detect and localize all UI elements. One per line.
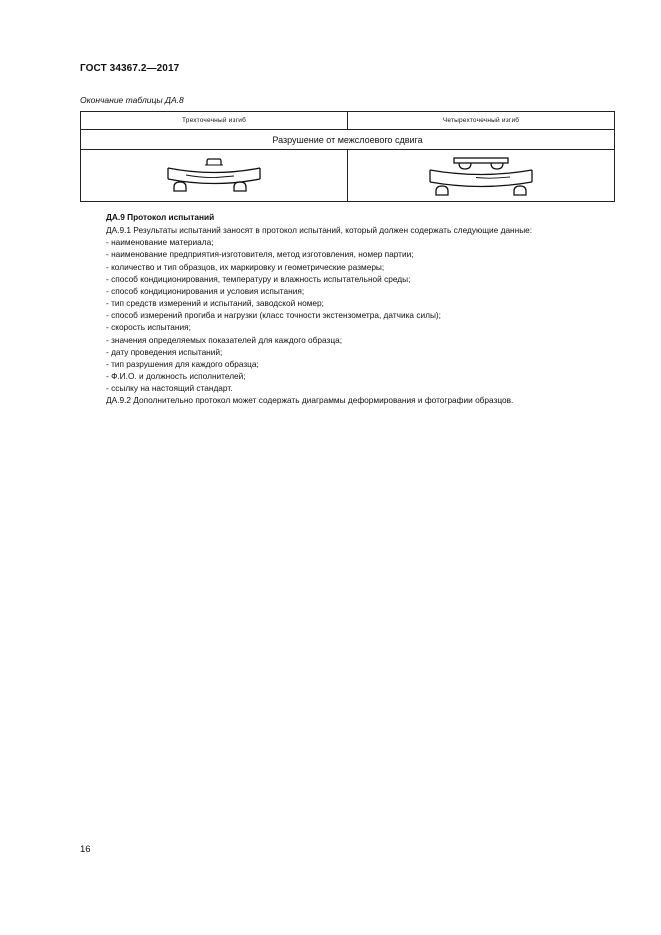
standard-designation: ГОСТ 34367.2—2017 [80,63,180,74]
list-item: - наименование предприятия-изготовителя, метод изготовления, номер партии; [106,249,414,260]
three-point-bend-diagram [164,156,264,196]
list-item: - количество и тип образцов, их маркировку и геометрические размеры; [106,261,385,272]
list-item: - способ кондиционирования и условия испытания; [106,285,305,296]
list-item: - значения определяемых показателей для каждого образца; [106,334,343,345]
failure-mode-header: Разрушение от межслоевого сдвига [81,130,615,150]
section-closing: ДА.9.2 Дополнительно протокол может содержать диаграммы деформирования и фотографии образцов. [106,395,514,406]
list-item: - тип средств измерений и испытаний, заводской номер; [106,298,324,309]
three-point-figure-cell [81,150,348,202]
list-item: - дату проведения испытаний; [106,346,223,357]
column-header-four-point: Четырехточечный изгиб [348,112,615,130]
four-point-figure-cell [348,150,615,202]
list-item: - наименование материала; [106,237,214,248]
list-item: - ссылку на настоящий стандарт. [106,383,233,394]
failure-modes-table [80,111,615,202]
four-point-bend-diagram [426,155,536,197]
list-item: - Ф.И.О. и должность исполнителей; [106,371,246,382]
column-header-three-point: Трехточечный изгиб [81,112,348,130]
list-item: - тип разрушения для каждого образца; [106,358,259,369]
section-intro: ДА.9.1 Результаты испытаний заносят в протокол испытаний, который должен содержать следующие данные: [106,225,533,236]
list-item: - скорость испытания; [106,322,191,333]
test-report-section [106,211,621,407]
table-caption: Окончание таблицы ДА.8 [80,95,184,105]
list-item: - способ кондиционирования, температуру и влажность испытательной среды; [106,273,411,284]
section-title: ДА.9 Протокол испытаний [106,212,215,222]
page-number: 16 [80,844,91,855]
list-item: - способ измерений прогиба и нагрузки (класс точности экстензометра, датчика силы); [106,310,441,321]
report-contents-list [106,236,621,394]
